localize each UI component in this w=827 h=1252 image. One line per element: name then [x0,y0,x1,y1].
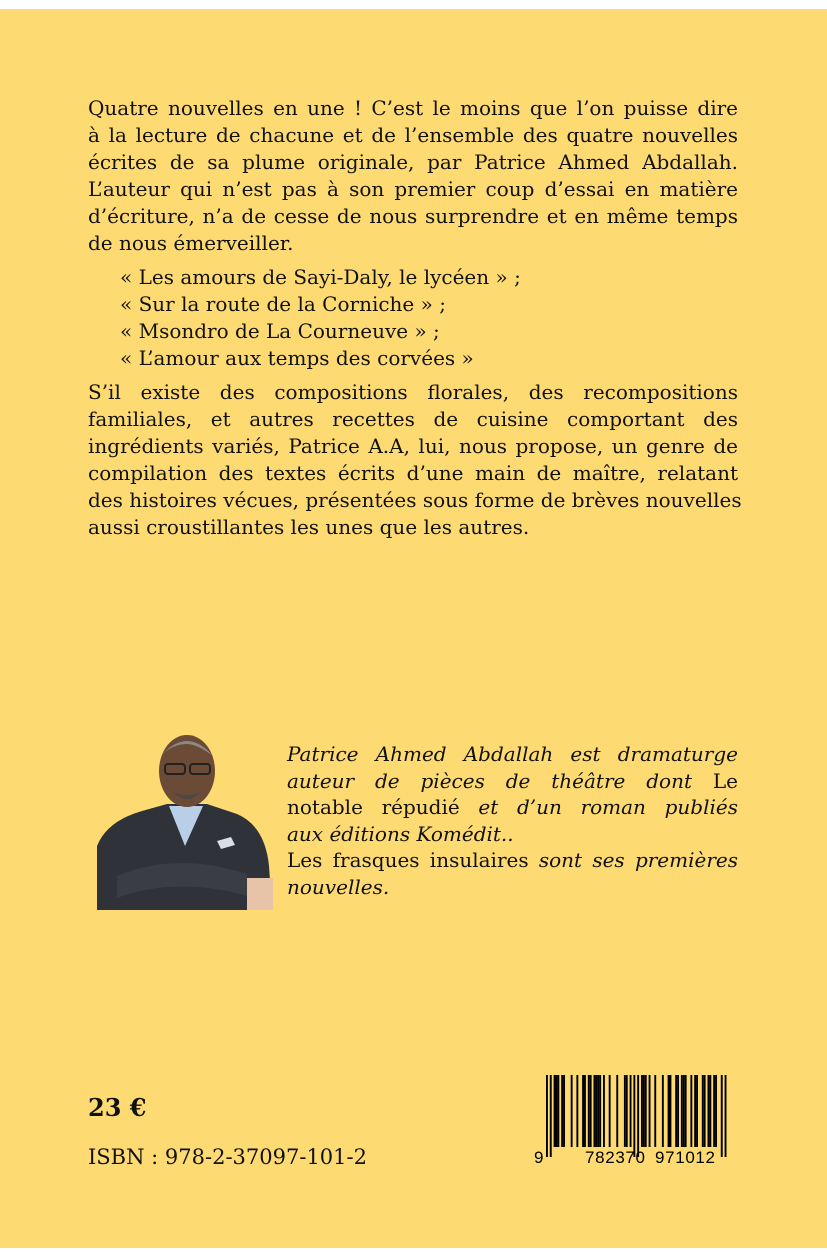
barcode-bar [654,1075,656,1147]
book-title: notable répudié [287,795,460,819]
barcode-bar [681,1075,683,1147]
text-line: à la lecture de chacune et de l’ensemble des quatre nouvelles [88,123,738,147]
author-bio [287,741,738,900]
barcode-bar [670,1075,672,1147]
bio-line: sont ses premières [538,848,738,872]
barcode-bar [721,1075,723,1157]
text-line: aussi croustillantes les unes que les autres. [88,515,530,539]
blurb [88,95,742,541]
barcode-bar [690,1075,692,1147]
barcode-bar [704,1075,706,1147]
barcode-digits-left: 782370 [585,1148,645,1165]
book-title: Les frasques insulaires [287,848,529,872]
barcode-bar [675,1075,677,1147]
story-titles-list [120,264,738,372]
barcode-digits-right: 971012 [655,1148,715,1165]
text-line: L’auteur qui n’est pas à son premier coup d’essai en matière [88,177,738,201]
text-line: compilation des textes écrits d’une main de maître, relatant [88,461,738,485]
barcode-bar [595,1075,597,1147]
blurb-paragraph-2 [88,379,742,541]
barcode-bar [624,1075,626,1147]
barcode-bar [557,1075,559,1147]
story-title: « Sur la route de la Corniche » ; [120,292,446,316]
barcode-bar [590,1075,592,1147]
text-line: de nous émerveiller. [88,231,294,255]
barcode-bar [550,1075,552,1157]
bio-line: nouvelles. [287,874,390,899]
story-title: « Msondro de La Courneuve » ; [120,319,440,343]
isbn: ISBN : 978-2-37097-101-2 [88,1145,367,1169]
barcode-bar [662,1075,664,1147]
bio-line: Patrice Ahmed Abdallah est dramaturge [287,742,738,766]
text-line: ingrédients variés, Patrice A.A, lui, nous propose, un genre de [88,434,738,458]
barcode-bar [702,1075,704,1147]
barcode-bar [683,1075,685,1147]
back-cover [0,9,827,1248]
text-line: d’écriture, n’a de cesse de nous surprendre et en même temps [88,204,738,228]
barcode-bar [649,1075,651,1147]
barcode-bar [603,1075,605,1147]
barcode-bar [571,1075,573,1147]
barcode [528,1075,738,1165]
barcode-bars [546,1075,727,1157]
barcode-bar [588,1075,590,1147]
story-title: « L’amour aux temps des corvées » [120,346,474,370]
text-line: familiales, et autres recettes de cuisine comportant des [88,407,738,431]
barcode-bar [668,1075,670,1147]
barcode-bar [576,1075,578,1147]
price: 23 € [88,1093,147,1122]
barcode-bar [708,1075,710,1147]
barcode-bar [599,1075,601,1147]
barcode-bar [637,1075,639,1157]
bio-line: auteur de pièces de théâtre dont [287,768,692,793]
barcode-bar [709,1075,711,1147]
barcode-bar [554,1075,556,1147]
blurb-paragraph-1 [88,95,738,257]
bio-line: aux éditions Komédit.. [287,821,514,846]
barcode-bar [584,1075,586,1147]
text-line: écrites de sa plume originale, par Patrice Ahmed Abdallah. [88,150,738,174]
barcode-bar [616,1075,618,1147]
bio-line: et d’un roman publiés [478,795,738,819]
story-title: « Les amours de Sayi-Daly, le lycéen » ; [120,265,521,289]
barcode-bar [561,1075,563,1147]
barcode-bar [594,1075,596,1147]
barcode-bar [609,1075,611,1147]
barcode-bar [677,1075,679,1147]
barcode-bar [630,1075,632,1147]
author-photo [97,726,275,910]
barcode-bar [694,1075,696,1147]
barcode-bar [715,1075,717,1147]
barcode-bar [626,1075,628,1147]
barcode-bar [556,1075,558,1147]
barcode-bar [641,1075,643,1147]
barcode-bar [713,1075,715,1147]
barcode-digit-first: 9 [534,1148,544,1165]
barcode-bar [563,1075,565,1147]
barcode-bar [696,1075,698,1147]
barcode-bar [685,1075,687,1147]
text-line: des histoires vécues, présentées sous forme de brèves nouvelles [88,488,742,512]
barcode-bar [633,1075,635,1157]
barcode-bar [643,1075,645,1147]
text-line: Quatre nouvelles en une ! C’est le moins que l’on puisse dire [88,96,738,120]
text-line: S’il existe des compositions florales, des recompositions [88,380,738,404]
barcode-bar [546,1075,548,1157]
barcode-bar [582,1075,584,1147]
barcode-bar [645,1075,647,1147]
barcode-bar [597,1075,599,1147]
barcode-bar [725,1075,727,1157]
book-title: Le [712,768,738,793]
